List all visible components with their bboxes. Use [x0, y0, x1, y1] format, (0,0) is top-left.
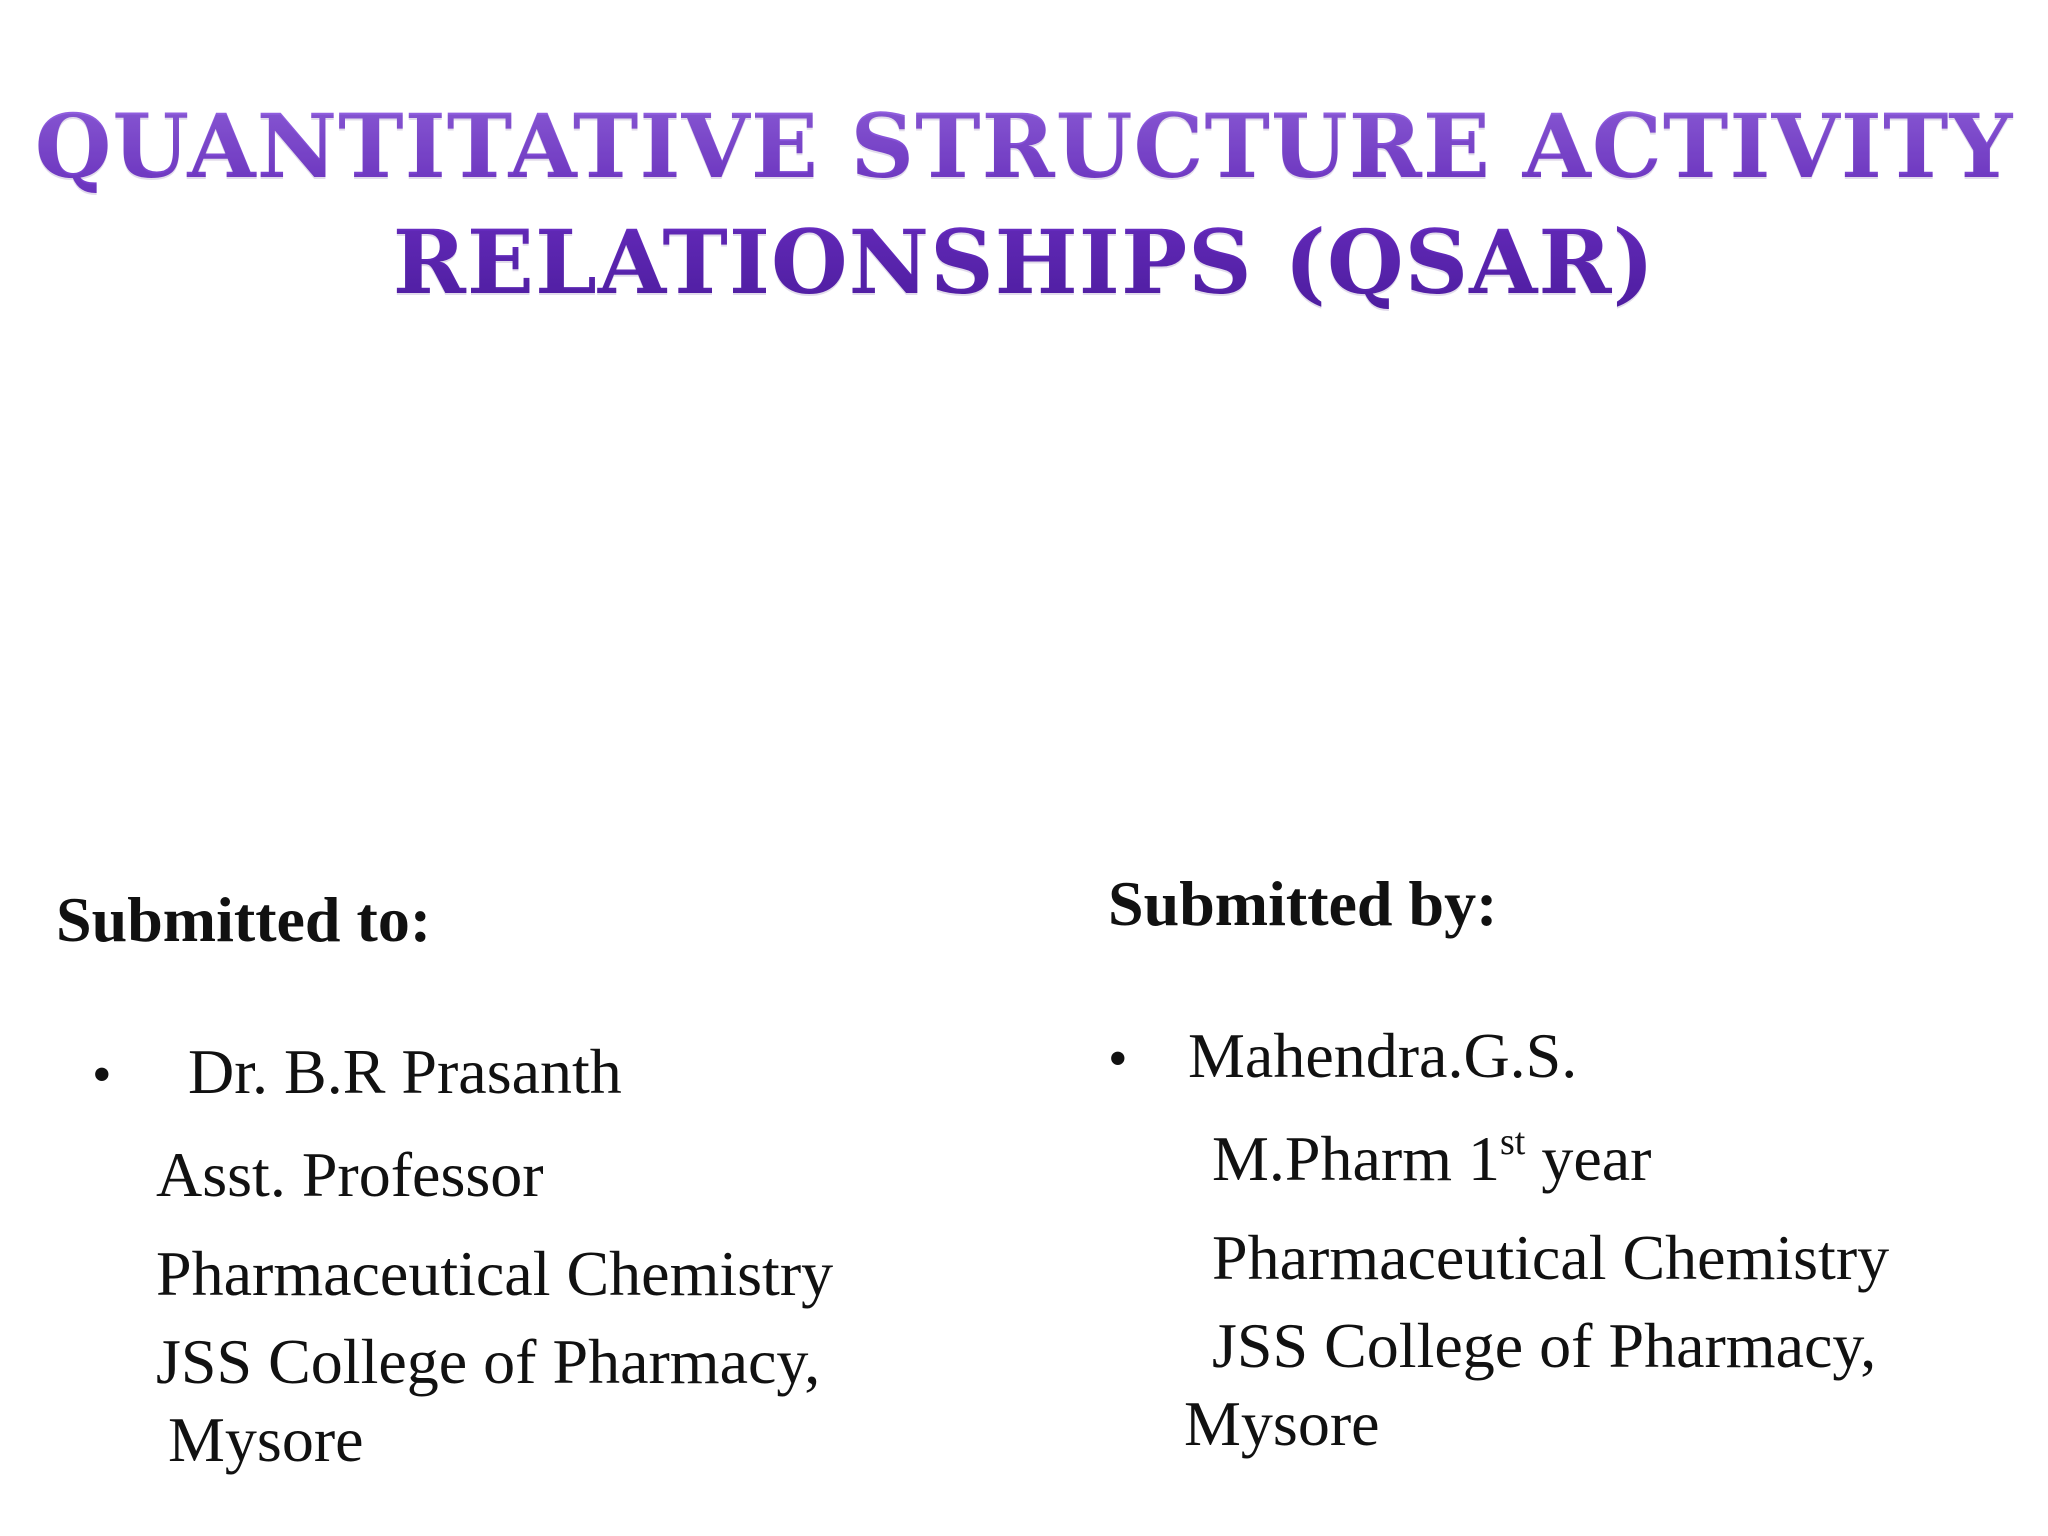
submitted-by-name-line [1108, 1006, 2008, 1109]
submitted-to-designation: Asst. Professor [156, 1139, 544, 1210]
submitted-to-department: Pharmaceutical Chemistry [156, 1238, 834, 1309]
submitted-to-section [56, 880, 956, 1479]
title-line-2: RELATIONSHIPS (QSAR) [392, 210, 1656, 314]
course-suffix: year [1525, 1123, 1652, 1194]
submitted-by-heading: Submitted by: [1108, 868, 1498, 939]
bullet-icon: • [92, 1044, 112, 1106]
submitted-by-section [1108, 864, 2008, 1463]
submitted-by-course [1108, 1109, 2008, 1208]
submitted-to-heading: Submitted to: [56, 884, 432, 955]
course-superscript: st [1500, 1121, 1526, 1163]
submitted-to-institution: JSS College of Pharmacy, [156, 1326, 821, 1397]
bullet-icon: • [1108, 1028, 1128, 1090]
slide-title [0, 88, 2048, 320]
submitted-to-name: Dr. B.R Prasanth [188, 1036, 622, 1107]
submitted-by-institution: JSS College of Pharmacy, [1212, 1310, 1877, 1381]
submitted-by-name: Mahendra.G.S. [1188, 1020, 1578, 1091]
submitted-by-department: Pharmaceutical Chemistry [1212, 1222, 1890, 1293]
submitted-by-details [1108, 1006, 2008, 1463]
course-prefix: M.Pharm 1 [1212, 1123, 1500, 1194]
submitted-to-details [56, 1022, 956, 1479]
title-line-1: QUANTITATIVE STRUCTURE ACTIVITY [34, 94, 2014, 198]
submitted-to-name-line [56, 1022, 956, 1125]
submitted-to-city: Mysore [168, 1404, 364, 1475]
submitted-by-city: Mysore [1184, 1388, 1380, 1459]
